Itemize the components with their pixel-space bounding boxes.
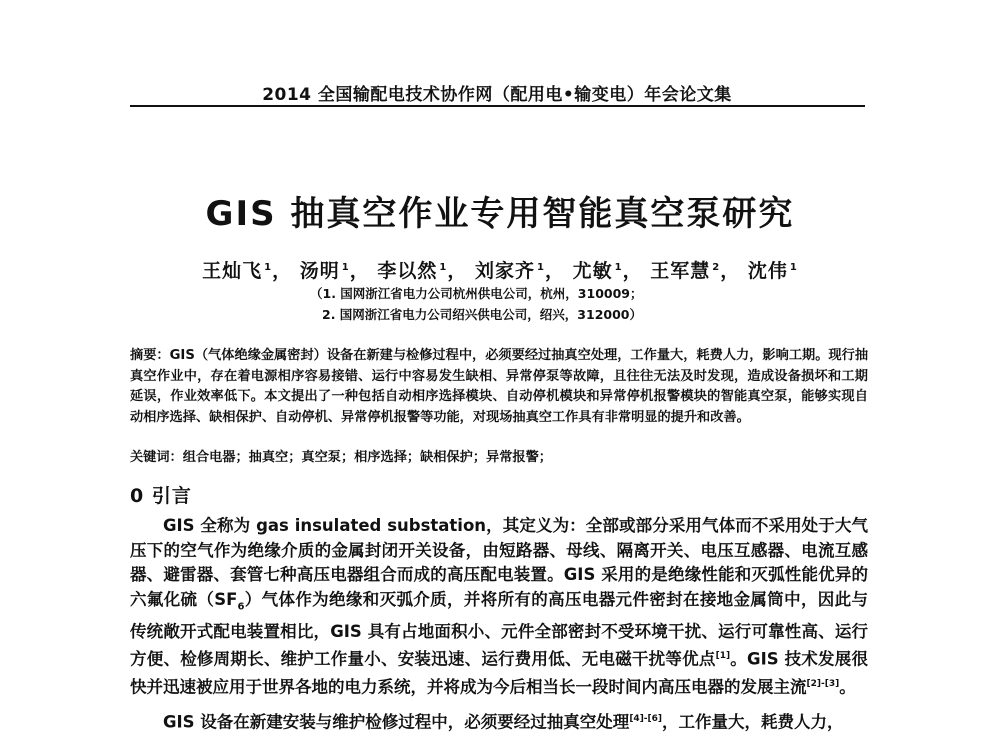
- body-paragraph: GIS 设备在新建安装与维护检修过程中，必须要经过抽真空处理[4]-[6]，工作量大，耗费人力，: [163, 712, 844, 732]
- keywords-label: 关键词：: [130, 450, 183, 465]
- section-heading: 0 引言: [130, 485, 192, 507]
- abstract-label: 摘要：: [130, 348, 170, 363]
- running-header: 2014 全国输配电技术协作网（配用电•输变电）年会论文集: [262, 85, 732, 105]
- citation: [4]-[6]: [629, 714, 663, 724]
- author: 王军慧 $^2$，: [650, 260, 741, 282]
- citation: [2]-[3]: [806, 679, 840, 690]
- citation: [1]: [715, 651, 731, 662]
- abstract-text: GIS（气体绝缘金属密封）设备在新建与检修过程中，必须要经过抽真空处理，工作量大，耗费人力，影响工期。现行抽真空作业中，存在着电源相序容易接错、运行中容易发生缺相、异常停泵等故障，且往往无法及时发现，造成设备损坏和工期延误，作业效率低下。本文提出了一种包括自动相序选择模块、自动停机模块和异常停机报警模块的智能真空泵，能够实现自动相序选择、缺相保护、自动停机、异常停机报警等功能，对现场抽真空工作具有非常明显的提升和改善。: [130, 348, 869, 425]
- author-list: [0, 256, 1000, 283]
- header-rule: [130, 105, 865, 107]
- author: 沈伟 $^1$: [747, 260, 798, 282]
- paper-title: GIS 抽真空作业专用智能真空泵研究: [205, 194, 795, 234]
- affiliation-2: 2. 国网浙江省电力公司绍兴供电公司，绍兴，312000）: [322, 307, 642, 322]
- author: 王灿飞 $^1$，: [202, 260, 293, 282]
- abstract: [130, 346, 868, 428]
- keywords-text: 组合电器；抽真空；真空泵；相序选择；缺相保护；异常报警；: [182, 450, 552, 465]
- author: 尤敏 $^1$，: [572, 260, 643, 282]
- body-paragraph: GIS 全称为 gas insulated substation，其定义为：全部或部分采用气体而不采用处于大气压下的空气作为绝缘介质的金属封闭开关设备，由短路器、母线、隔离开关、电压互感器、电流互感器、避雷器、套管七种高压电器组合而成的高压配电装置。GIS 采用的是绝缘性能和灭弧性能优异的六氟化硫$(SF_6)$气体作为绝缘和灭弧介质，并将所有的高压电器元件密封在接地金属筒中，因此与传统敞开式配电装置相比，GIS 具有占地面积小、元件全部密封不受环境干扰、运行可靠性高、运行方便、检修周期长、维护工作量小、安装迅速、运行费用低、无电磁干扰等优点[1]。GIS 技术发展很快并迅速被应用于世界各地的电力系统，并将成为今后相当长一段时间内高压电器的发展主流[2]-[3]。: [130, 516, 869, 697]
- author: 李以然 $^1$，: [377, 260, 468, 282]
- author: 刘家齐 $^1$，: [475, 260, 565, 282]
- affiliation-1: （1. 国网浙江省电力公司杭州供电公司，杭州，310009；: [310, 286, 643, 301]
- keywords: [130, 448, 868, 468]
- author: 汤明 $^1$，: [299, 260, 370, 282]
